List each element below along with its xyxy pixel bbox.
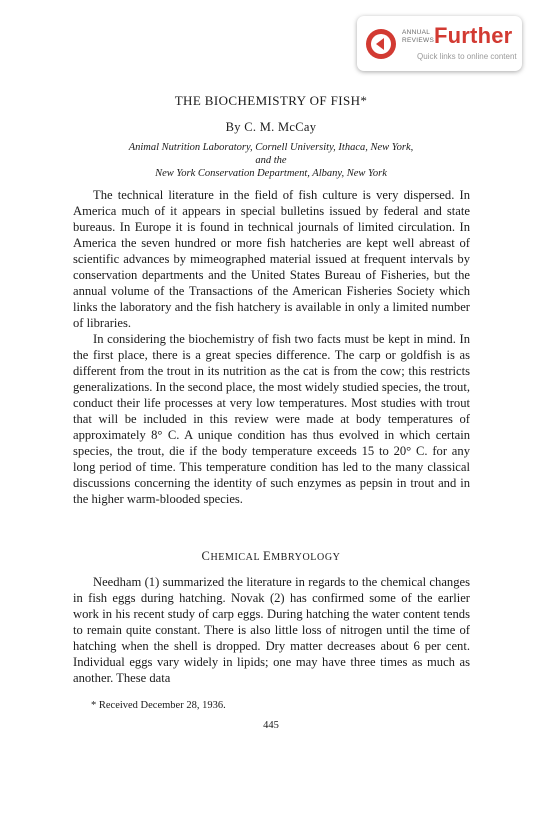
annual-label: ANNUAL <box>402 29 431 36</box>
article-author: By C. M. McCay <box>225 120 317 134</box>
page-number: 445 <box>263 720 279 731</box>
annual-reviews-wordmark <box>402 29 434 44</box>
body-paragraph: In considering the biochemistry of fish two facts must be kept in mind. In the first place, there is a great species difference. The carp or goldfish is as different from the trout in its nutrition as the cat is from the cow; this restricts generalizations. In the second place, the most widely studied species, the trout, conduct their life processes at very low temperatures. Most studies with trout that will be included in this review were made at body temperatures of approximately 8° C. A unique condition has thus evolved in which certain species, the trout, die if the body temperature exceeds 15 to 20° C. for any long period of time. This temperature condition has led to the many classical discussions concerning the identity of such enzymes as pepsin in trout and in the higher warm-blooded species. <box>73 332 470 506</box>
affiliation-line-1: Animal Nutrition Laboratory, Cornell University, Ithaca, New York, <box>128 142 414 153</box>
further-label: Further <box>434 23 513 48</box>
body-paragraph: Needham (1) summarized the literature in regards to the chemical changes in fish eggs during hatching. Novak (2) has confirmed some of the earlier work in his recent study of carp eggs. During hatching the water content tends to remain quite constant. There is also little loss of nitrogen until the time of hatching when the shell is dropped. Dry matter decreases about 6 per cent. Individual eggs vary widely in lipids; one may have three times as much as another. These data <box>73 575 470 685</box>
reviews-label: REVIEWS <box>402 36 435 44</box>
banner-tagline: Quick links to online content <box>417 52 517 61</box>
body-paragraph: The technical literature in the field of fish culture is very dispersed. In America much of it appears in special bulletins issued by federal and state bureaus. In Europe it is found in technical journals of limited circulation. In America the seven hundred or more fish hatcheries are kept well abreast of scientific advances by mimeographed material issued at frequent intervals by conservation departments and the United States Bureau of Fisheries, but the annual volume of the Transactions of the American Fisheries Society which links the laboratory and the fish hatchery is available in only a limited number of libraries. <box>73 188 470 330</box>
article-body-top <box>73 187 470 507</box>
affiliation-line-2: New York Conservation Department, Albany, New York <box>155 168 387 179</box>
section-heading: CHEMICAL EMBRYOLOGY <box>201 549 341 563</box>
play-arrow-circle-icon <box>365 28 397 60</box>
article-title: THE BIOCHEMISTRY OF FISH* <box>174 93 368 108</box>
affiliation-conjunction: and the <box>255 155 287 166</box>
article-body-bottom <box>73 574 470 686</box>
annual-reviews-further-banner[interactable] <box>357 16 522 71</box>
footnote: * Received December 28, 1936. <box>91 700 226 711</box>
